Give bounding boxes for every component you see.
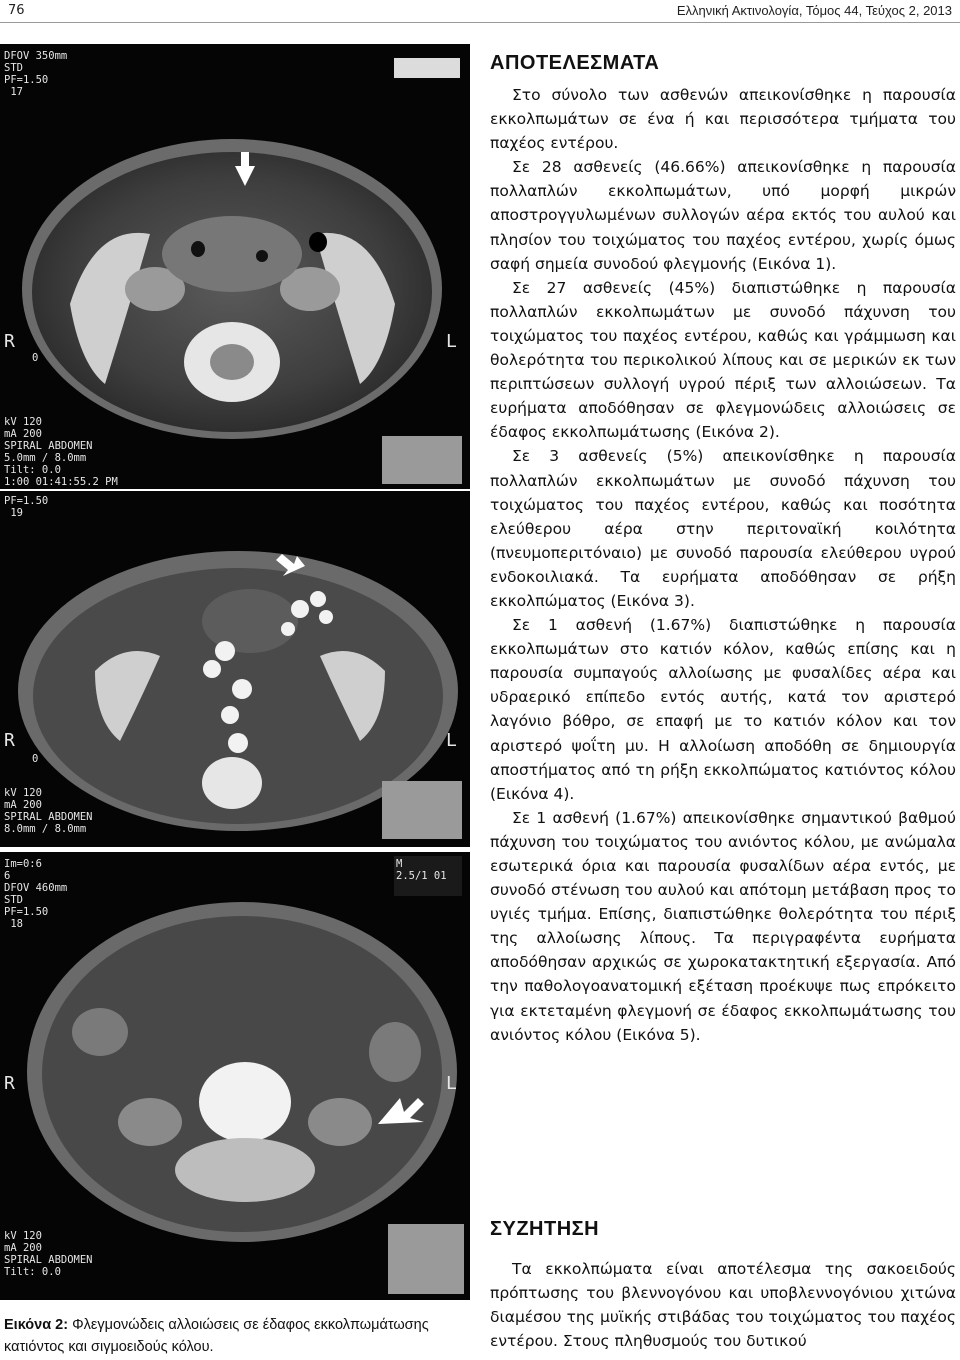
results-paragraph: Σε 3 ασθενείς (5%) απεικονίσθηκε η παρουσία πολλαπλών εκκολπωμάτων με συνοδό πάχυνση του τοιχώματος του παχέος εντέρου, καθώς και ποσότητα ελεύθερου αέρα στην περιτοναϊκή κοιλότητα (πνευμοπεριτόναιο) με συνοδό παρουσία ελεύθερου υγρού ενδοκοιλιακά. Τα ευρήματα αποδόθησαν σε ρήξη εκκολπώματος (Εικόνα 3). <box>490 447 956 610</box>
scan-parameters-top-right: M 2.5/1 01 <box>396 858 447 882</box>
scan-parameters-top: Im=0:6 6 DFOV 460mm STD PF=1.50 18 <box>4 858 68 930</box>
results-paragraph: Στο σύνολο των ασθενών απεικονίσθηκε η παρουσία εκκολπωμάτων σε ένα ή και περισσότερα τμήματα του παχέος εντέρου. <box>490 86 956 153</box>
orientation-right-label: R <box>4 331 15 352</box>
orientation-right-label: R <box>4 730 15 751</box>
page-header <box>0 0 960 24</box>
scan-parameters-top: PF=1.50 19 <box>4 495 49 519</box>
orientation-right-label: R <box>4 1073 15 1094</box>
results-paragraph: Σε 1 ασθενή (1.67%) απεικονίσθηκε σημαντικού βαθμού πάχυνση του τοιχώματος του ανιόντος κόλου, με ανώμαλα εσωτερικά όρια και παρουσία φυσαλίδων αέρα εντός, με συνοδό στένωση του αυλού και απότομη μετάβαση προς το υγιές τμήμα. Επίσης, διαπιστώθηκε θολερότητα του πέριξ της αλλοίωσης λίπους. Τα περιγραφέντα ευρήματα αποδόθησαν αρχικώς σε χωροκατακτητική εξεργασία. Από την παθολογοανατομική εξέταση προέκυψε πως επρόκειτο για εκτεταμένη φλεγμονή σε έδαφος εκκολπωμάτωσης του ανιόντος κόλου (Εικόνα 5). <box>490 808 956 1044</box>
discussion-paragraph: Τα εκκολπώματα είναι αποτέλεσμα της σακοειδούς πρόπτωσης του βλεννογόνου και υποβλεννογόνιου χιτώνα διαμέσου της μυϊκής στιβάδας του τοιχώματος του παχέος εντέρου. Στους πληθυσμούς του δυτικού <box>490 1260 956 1351</box>
results-paragraph: Σε 1 ασθενή (1.67%) διαπιστώθηκε η παρουσία εκκολπωμάτων στο κατιόν κόλον, καθώς επίσης και η παρουσία συμπαγούς αλλοίωσης με φυσαλίδες αέρα και υδραερικό επίπεδο εντός αυτής, κατά τον αριστερό λαγόνιο βόθρο, σε επαφή με το κατιόν κόλον και τον αριστερό ψοΐτη μυ. Η αλλοίωση αποδόθη σε δημιουργία αποστήματος από τη ρήξη εκκολπώματος κατιόντος κόλου (Εικόνα 4). <box>490 616 956 803</box>
scan-parameters-bottom: kV 120 mA 200 SPIRAL ABDOMEN Tilt: 0.0 <box>4 1230 93 1278</box>
results-heading: ΑΠΟΤΕΛΕΣΜΑΤΑ <box>490 52 660 74</box>
figure-caption-text: Φλεγμονώδεις αλλοιώσεις σε έδαφος εκκολπωμάτωσης κατιόντος και σιγμοειδούς κόλου. <box>4 1317 429 1355</box>
figure-caption <box>4 1314 464 1358</box>
ct-scan-image-2 <box>0 491 470 847</box>
results-paragraph: Σε 28 ασθενείς (46.66%) απεικονίσθηκε η παρουσία πολλαπλών εκκολπωμάτων, υπό μορφή μικρών αποστρογγυλωμένων συλλογών αέρα εκτός του αυλού και πλησίον του τοιχώματος του παχέος εντέρου, χωρίς όμως σαφή σημεία συνοδού φλεγμονής (Εικόνα 1). <box>490 158 956 273</box>
scan-parameters-top: DFOV 350mm STD PF=1.50 17 <box>4 50 68 98</box>
journal-citation: Ελληνική Ακτινολογία, Τόμος 44, Τεύχος 2, 2013 <box>676 3 952 18</box>
header-divider <box>0 22 960 23</box>
orientation-left-label: L <box>446 1073 457 1094</box>
orientation-zero-label: 0 <box>32 753 39 765</box>
orientation-left-label: L <box>446 331 457 352</box>
scan-parameters-bottom: kV 120 mA 200 SPIRAL ABDOMEN 5.0mm / 8.0mm Tilt: 0.0 1:00 01:41:55.2 PM <box>4 416 118 488</box>
ct-scan-image-1 <box>0 44 470 489</box>
orientation-zero-label: 0 <box>32 352 39 364</box>
results-section <box>490 52 956 1047</box>
figure-caption-label: Εικόνα 2: <box>4 1317 69 1333</box>
ct-scan-image-3 <box>0 852 470 1300</box>
discussion-heading: ΣΥΖΗΤΗΣΗ <box>490 1218 600 1240</box>
discussion-section <box>490 1218 956 1353</box>
scan-parameters-bottom: kV 120 mA 200 SPIRAL ABDOMEN 8.0mm / 8.0mm <box>4 787 93 835</box>
page-number: 76 <box>8 3 25 18</box>
results-paragraph: Σε 27 ασθενείς (45%) διαπιστώθηκε η παρουσία πολλαπλών εκκολπωμάτων με συνοδό πάχυνση του τοιχώματος του παχέος εντέρου, καθώς και γράμμωση και θολερότητα του περικολικού λίπους και σε μερικών εκ των περιπτώσεων συλλογή υγρού πέριξ των αλλοιώσεων. Τα ευρήματα αποδόθησαν σε φλεγμονώδεις αλλοιώσεις σε έδαφος εκκολπωμάτωσης (Εικόνα 2). <box>490 278 956 442</box>
orientation-left-label: L <box>446 730 457 751</box>
